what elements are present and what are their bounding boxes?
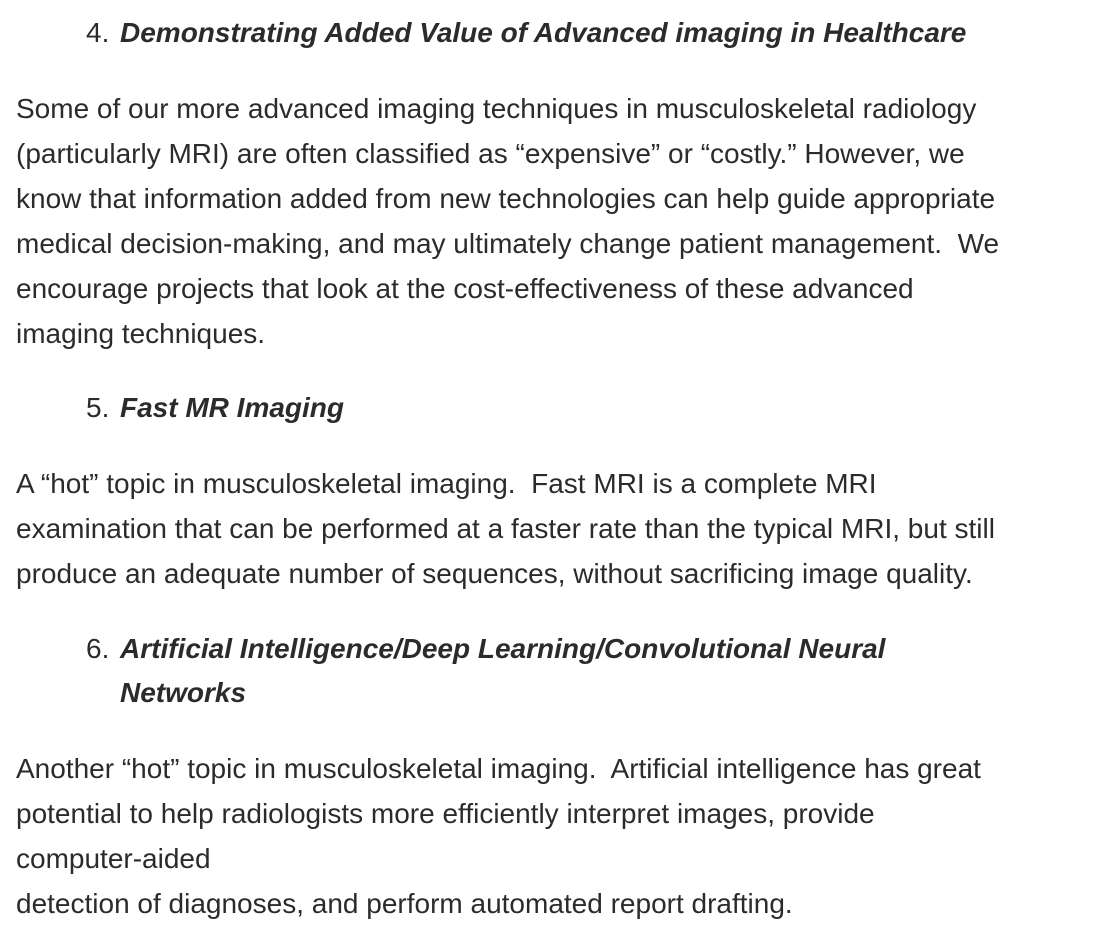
paragraph-line: know that information added from new technologies can help guide appropriate (16, 183, 996, 214)
section-title: Fast MR Imaging (120, 392, 345, 423)
paragraph-line: encourage projects that look at the cost-effectiveness of these advanced (16, 273, 914, 304)
section-number: 5. (86, 392, 110, 423)
paragraph-line: A “hot” topic in musculoskeletal imaging. Fast MRI is a complete MRI (16, 468, 877, 499)
section-paragraph-5 (16, 461, 995, 596)
paragraph-line: produce an adequate number of sequences, without sacrificing image quality. (16, 558, 973, 589)
section-heading-6 (16, 627, 885, 715)
section-title-line: Artificial Intelligence/Deep Learning/Convolutional Neural (120, 633, 886, 664)
paragraph-line: potential to help radiologists more efficiently interpret images, provide (16, 798, 875, 829)
paragraph-line: Some of our more advanced imaging techniques in musculoskeletal radiology (16, 93, 977, 124)
section-paragraph-4 (16, 86, 999, 356)
section-title-line: Networks (120, 677, 247, 708)
section-number: 4. (86, 17, 110, 48)
paragraph-line: detection of diagnoses, and perform automated report drafting. (16, 888, 793, 919)
section-heading-5 (16, 386, 344, 430)
section-title (120, 627, 885, 715)
section-heading-4 (16, 11, 966, 55)
section-title: Demonstrating Added Value of Advanced imaging in Healthcare (120, 17, 967, 48)
paragraph-line: medical decision-making, and may ultimately change patient management. We (16, 228, 1000, 259)
section-number: 6. (86, 633, 110, 664)
paragraph-line: imaging techniques. (16, 318, 266, 349)
paragraph-line: Another “hot” topic in musculoskeletal imaging. Artificial intelligence has great (16, 753, 981, 784)
paragraph-line: computer-aided (16, 843, 211, 874)
section-paragraph-6 (16, 746, 981, 926)
paragraph-line: examination that can be performed at a faster rate than the typical MRI, but still (16, 513, 995, 544)
paragraph-line: (particularly MRI) are often classified as “expensive” or “costly.” However, we (16, 138, 965, 169)
